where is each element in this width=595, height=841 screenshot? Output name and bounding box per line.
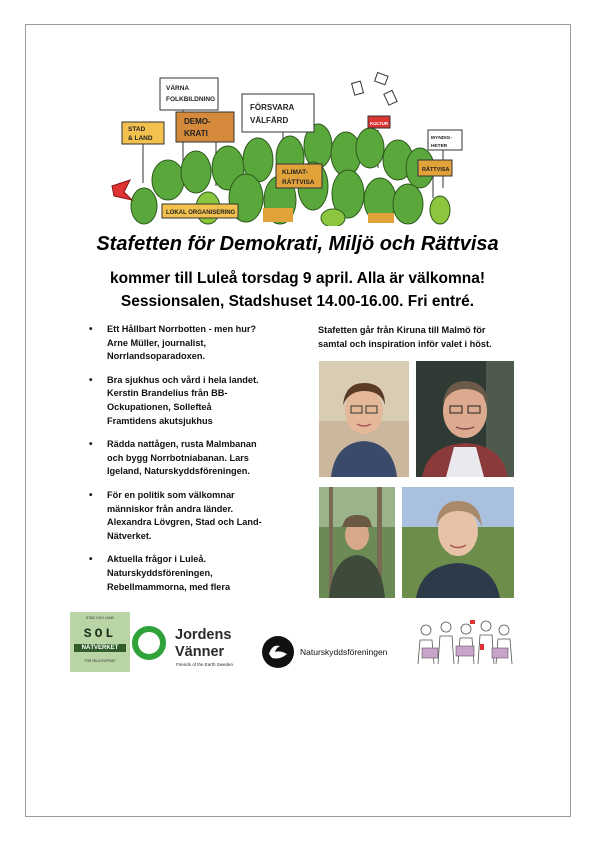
- route-line: Stafetten går från Kiruna till Malmö för: [318, 325, 486, 335]
- sol-logo-sub: NÄTVERKET: [74, 644, 126, 652]
- jordens-vanner-name-line2: Vänner: [175, 644, 225, 660]
- svg-text:KULTUR: KULTUR: [370, 121, 389, 126]
- program-line: Norrlandsoparadoxen.: [107, 351, 206, 362]
- program-line: Naturskyddsföreningen,: [107, 567, 213, 578]
- sol-logo-main: SOL: [83, 626, 117, 641]
- program-line: För en politik som välkomnar: [107, 489, 235, 500]
- jordens-vanner-name-line1: Jordens: [175, 627, 232, 643]
- svg-text:& LAND: & LAND: [128, 135, 153, 142]
- program-line: Nätverket.: [107, 530, 152, 541]
- program-line: Ett Hållbart Norrbotten - men hur?: [107, 324, 257, 334]
- svg-text:VÄLFÄRD: VÄLFÄRD: [250, 116, 289, 125]
- svg-text:FÖRSVARA: FÖRSVARA: [250, 103, 295, 112]
- protest-crowd-illustration: [108, 68, 468, 226]
- program-line: och bygg Norrbotniabanan. Lars: [107, 452, 249, 463]
- naturskyddsforeningen-swan-icon: [260, 634, 296, 670]
- program-item: [88, 323, 293, 364]
- sol-logo-bottom: FÖR HELA SVERIGE: [84, 659, 116, 663]
- svg-text:VÄRNA: VÄRNA: [166, 85, 190, 92]
- event-venue-line: Sessionsalen, Stadshuset 14.00-16.00. Fri entré.: [120, 293, 475, 310]
- partner-logos: [70, 612, 530, 676]
- route-line: samtal och inspiration inför valet i höst.: [318, 338, 492, 349]
- program-item: [88, 553, 293, 594]
- sol-logo-top: STAD OCH LAND: [85, 616, 115, 620]
- program-line: Bra sjukhus och vård i hela landet.: [107, 374, 259, 385]
- svg-text:RÄTTVISA: RÄTTVISA: [422, 167, 450, 173]
- jordens-vanner-subtitle: Friends of the Earth Sweden: [176, 662, 234, 667]
- speaker-photo-man-cap-outdoors: [319, 487, 395, 598]
- program-item: [88, 489, 293, 543]
- svg-text:MYNDIG-: MYNDIG-: [431, 136, 452, 141]
- svg-text:HETER: HETER: [431, 144, 448, 149]
- svg-text:LOKAL ORGANISERING: LOKAL ORGANISERING: [166, 210, 236, 216]
- event-date-line: kommer till Luleå torsdag 9 april. Alla är välkomna!: [110, 270, 485, 287]
- event-title: Stafetten för Demokrati, Miljö och Rättvisa: [96, 233, 499, 255]
- speaker-photo-man-glasses: [416, 361, 514, 477]
- program-line: Rädda nattågen, rusta Malmbanan: [107, 439, 257, 450]
- svg-text:KRATI: KRATI: [184, 129, 208, 138]
- program-line: Arne Müller, journalist,: [107, 337, 207, 348]
- svg-text:DEMO-: DEMO-: [184, 117, 211, 126]
- program-line: människor från andra länder.: [107, 503, 234, 514]
- program-line: Rebellmammorna, med flera: [107, 581, 231, 592]
- svg-text:RÄTTVISA: RÄTTVISA: [282, 179, 315, 186]
- speaker-photo-woman-outdoors: [402, 487, 514, 598]
- program-item: [88, 374, 293, 428]
- program-line: Aktuella frågor i Luleå.: [107, 554, 207, 565]
- program-line: Framtidens akutsjukhus: [107, 415, 213, 426]
- program-line: Ockupationen, Sollefteå: [107, 401, 212, 412]
- speaker-photo-woman-glasses: [319, 361, 409, 477]
- program-list: [88, 323, 293, 604]
- svg-text:FOLKBILDNING: FOLKBILDNING: [166, 96, 216, 103]
- program-line: Alexandra Lövgren, Stad och Land-: [107, 517, 262, 528]
- naturskyddsforeningen-name: Naturskyddsföreningen: [300, 647, 388, 657]
- sol-natverket-logo: [70, 612, 130, 672]
- route-description: [318, 324, 533, 351]
- program-line: Igeland, Naturskyddsföreningen.: [107, 466, 250, 477]
- jordens-vanner-ring-icon: [132, 626, 166, 660]
- program-item: [88, 438, 293, 479]
- svg-text:KLIMAT-: KLIMAT-: [282, 169, 308, 176]
- program-line: Kerstin Brandelius från BB-: [107, 388, 228, 399]
- svg-text:STAD: STAD: [128, 126, 146, 133]
- rebellmammorna-group-illustration: [410, 614, 518, 674]
